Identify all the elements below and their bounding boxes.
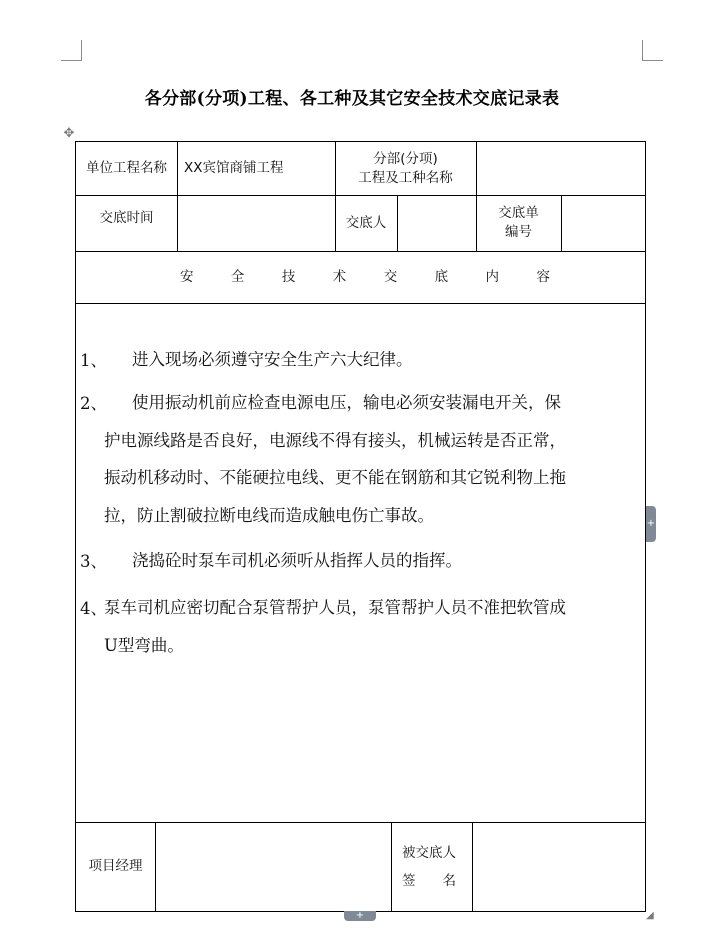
- plus-icon[interactable]: +: [646, 506, 656, 542]
- heading-char: 术: [332, 268, 347, 285]
- item-line: 振动机移动时、不能硬拉电线、更不能在钢筋和其它锐利物上拖: [104, 468, 566, 487]
- unit-project-value[interactable]: XX宾馆商铺工程: [184, 160, 284, 176]
- disclosure-time-label: 交底时间: [99, 210, 154, 226]
- item-line: 泵车司机应密切配合泵管帮护人员，泵管帮护人员不准把软管成: [104, 598, 566, 617]
- disclosure-number-value[interactable]: [562, 195, 645, 251]
- item-line: 拉，防止割破拉断电线而造成触电伤亡事故。: [104, 505, 434, 525]
- disclosure-time-value[interactable]: [178, 195, 335, 251]
- subproject-value[interactable]: [477, 142, 645, 195]
- document-title: 各分部(分项)工程、各工种及其它安全技术交底记录表: [144, 89, 560, 109]
- receiver-label: [392, 822, 472, 911]
- item-number: 4、: [80, 599, 107, 618]
- page-corner-mark-right: [642, 40, 663, 61]
- disclosure-number-label: [476, 195, 561, 251]
- receiver-label-line1: 被交底人: [402, 844, 456, 861]
- receiver-label-line2: 签 名: [402, 872, 456, 889]
- heading-char: 技: [281, 268, 296, 285]
- item-number: 3、: [80, 552, 107, 571]
- heading-char: 安: [180, 268, 194, 285]
- item-line: U型弯曲。: [104, 635, 184, 655]
- heading-char: 内: [485, 268, 500, 285]
- subproject-label: [335, 142, 476, 195]
- heading-char: 容: [536, 268, 550, 285]
- disclosure-number-label-line2: 编号: [505, 224, 532, 240]
- item-number: 2、: [80, 394, 107, 413]
- item-number: 1、: [80, 351, 107, 370]
- disclosure-number-label-line1: 交底单: [498, 205, 539, 221]
- unit-project-label: 单位工程名称: [86, 160, 167, 176]
- move-icon[interactable]: ✥: [63, 126, 75, 141]
- subproject-label-line2: 工程及工种名称: [358, 169, 453, 186]
- resize-icon[interactable]: ◢: [646, 910, 654, 921]
- project-manager-label: 项目经理: [88, 858, 143, 874]
- item-line: 使用振动机前应检查电源电压，输电必须安装漏电开关，保: [132, 393, 561, 412]
- item-line: 护电源线路是否良好，电源线不得有接头，机械运转是否正常，: [104, 430, 566, 450]
- item-line: 浇捣砼时泵车司机必须听从指挥人员的指挥。: [132, 551, 462, 570]
- page-corner-mark-left: [61, 40, 82, 61]
- heading-char: 交: [383, 268, 398, 285]
- project-manager-signature[interactable]: [156, 822, 391, 911]
- subproject-label-line1: 分部(分项): [373, 150, 438, 167]
- heading-char: 全: [230, 268, 245, 285]
- receiver-signature[interactable]: [473, 822, 645, 911]
- heading-char: 底: [434, 268, 449, 285]
- discloser-value[interactable]: [398, 195, 476, 251]
- discloser-label: 交底人: [345, 214, 387, 231]
- content-heading: [180, 251, 550, 303]
- add-row-plus-icon[interactable]: +: [344, 911, 376, 921]
- item-line: 进入现场必须遵守安全生产六大纪律。: [132, 350, 413, 369]
